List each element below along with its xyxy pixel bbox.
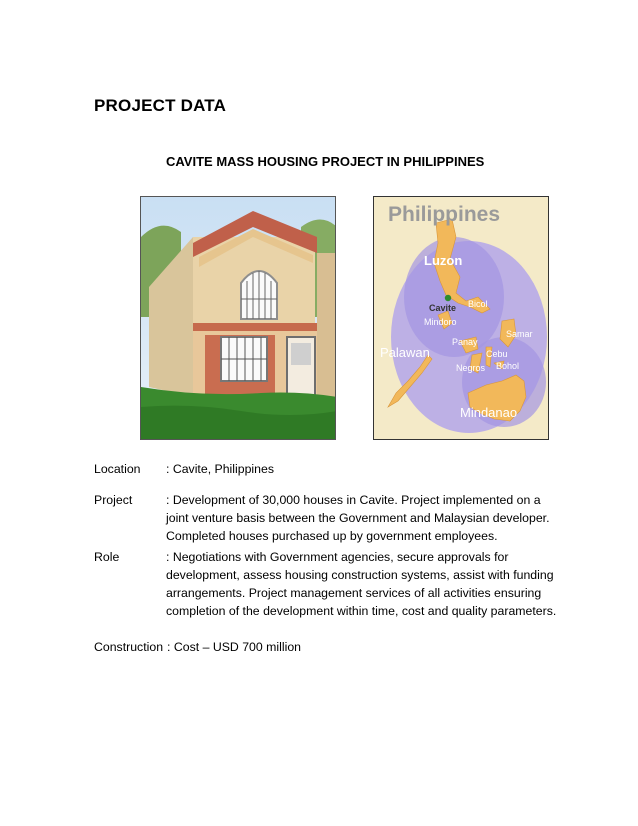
detail-value: : Cost – USD 700 million	[167, 640, 301, 654]
detail-label: Project	[94, 493, 133, 507]
detail-row-project	[94, 491, 566, 545]
label-mindoro: Mindoro	[424, 317, 457, 327]
label-palawan: Palawan	[380, 345, 430, 360]
detail-label: Construction	[94, 640, 164, 654]
label-panay: Panay	[452, 337, 478, 347]
detail-row-role	[94, 548, 566, 620]
label-negros: Negros	[456, 363, 486, 373]
detail-value: : Development of 30,000 houses in Cavite. Project implemented on a joint venture basis between the Government and Malaysian developer. Completed houses purchased up by government employees.	[166, 493, 550, 543]
detail-label: Role	[94, 550, 120, 564]
label-bohol: Bohol	[496, 361, 520, 371]
label-luzon: Luzon	[424, 253, 463, 268]
label-samar: Samar	[506, 329, 533, 339]
page-title: PROJECT DATA	[94, 96, 227, 115]
label-cebu: Cebu	[486, 349, 508, 359]
label-mindanao: Mindanao	[460, 405, 518, 420]
detail-row-location	[94, 460, 566, 478]
detail-value: : Negotiations with Government agencies, secure approvals for development, assess housing construction systems, assist with funding arrangements. Project management services of all activities ensuring completion of the development within time, cost and quality parameters.	[166, 550, 557, 618]
house-photo	[140, 196, 336, 440]
detail-value: : Cavite, Philippines	[166, 462, 274, 476]
project-title: CAVITE MASS HOUSING PROJECT IN PHILIPPINES	[166, 154, 485, 169]
detail-row-construction	[94, 638, 567, 656]
label-cavite: Cavite	[429, 303, 457, 313]
detail-label: Location	[94, 462, 141, 476]
philippines-map	[373, 196, 549, 440]
label-bicol: Bicol	[468, 299, 488, 309]
map-title: Philippines	[388, 203, 501, 226]
